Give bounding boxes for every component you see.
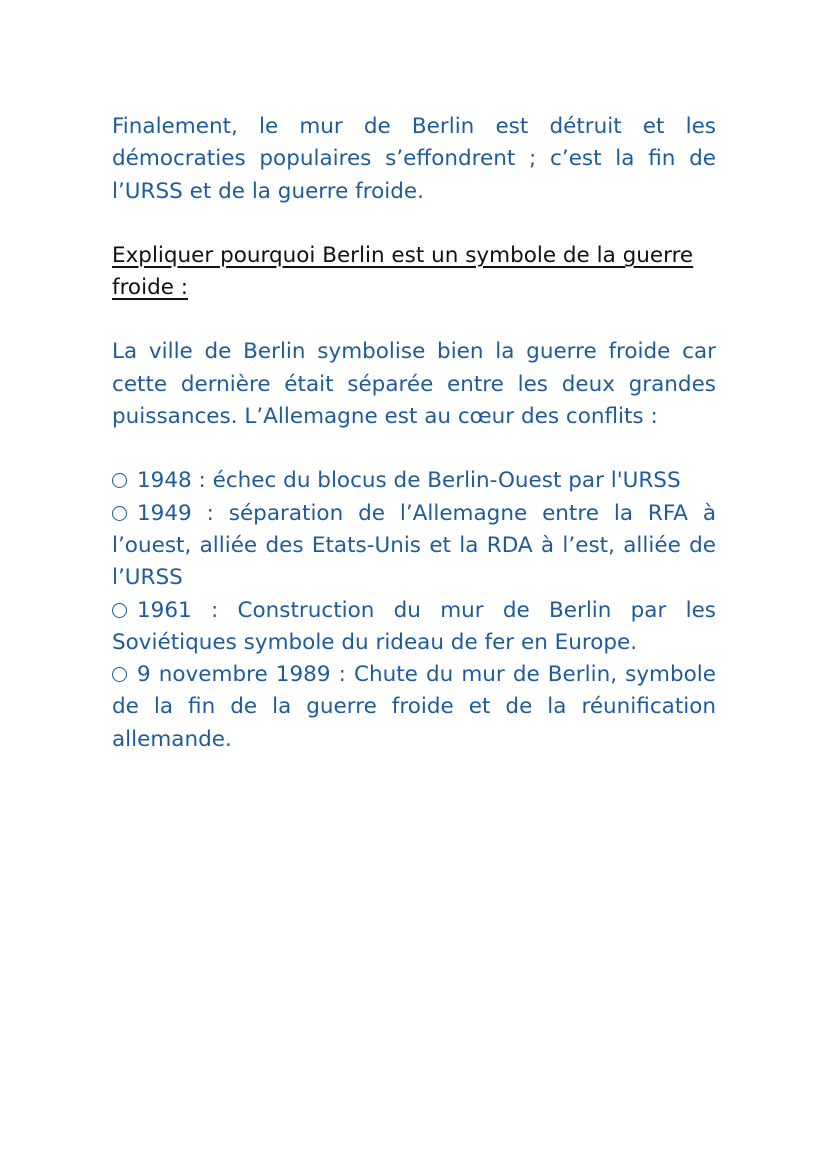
circle-bullet-icon xyxy=(112,506,127,521)
timeline-item xyxy=(112,498,716,595)
timeline-item-text: 1949 : séparation de l’Allemagne entre la RFA à l’ouest, alliée des Etats-Unis et la RDA à l’est, alliée de l’URSS xyxy=(112,500,716,591)
timeline-item xyxy=(112,659,716,756)
circle-bullet-icon xyxy=(112,667,127,682)
body-paragraph: La ville de Berlin symbolise bien la guerre froide car cette dernière était séparée entre les deux grandes puissances. L’Allemagne est au cœur des conflits : xyxy=(112,339,716,430)
section-heading: Expliquer pourquoi Berlin est un symbole de la guerre froide : xyxy=(112,242,694,301)
document-page xyxy=(112,111,716,756)
circle-bullet-icon xyxy=(112,473,127,488)
timeline-item-text: 1948 : échec du blocus de Berlin-Ouest par l'URSS xyxy=(137,468,681,494)
timeline-item xyxy=(112,465,716,497)
timeline-item-text: 9 novembre 1989 : Chute du mur de Berlin, symbole de la fin de la guerre froide et de la réunification allemande. xyxy=(112,662,716,752)
timeline-list xyxy=(112,465,716,756)
timeline-item xyxy=(112,595,716,660)
timeline-item-text: 1961 : Construction du mur de Berlin par les Soviétiques symbole du rideau de fer en Europe. xyxy=(112,597,716,655)
circle-bullet-icon xyxy=(112,603,127,618)
intro-paragraph: Finalement, le mur de Berlin est détruit et les démocraties populaires s’effondrent ; c’est la fin de l’URSS et de la guerre froide. xyxy=(112,114,716,204)
